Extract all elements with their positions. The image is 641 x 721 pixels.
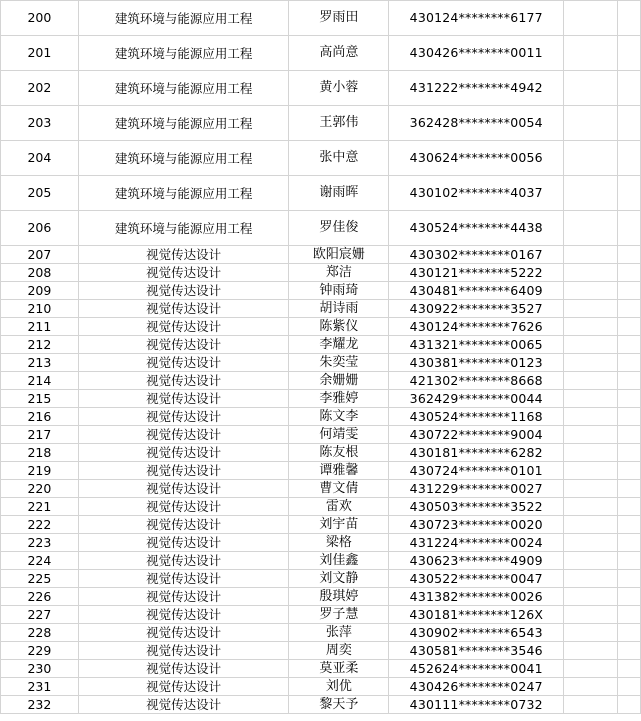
major-cell[interactable]: 视觉传达设计 [78, 696, 289, 714]
empty-cell[interactable] [564, 264, 618, 282]
name-cell[interactable]: 陈紫仪 [289, 318, 389, 336]
major-cell[interactable]: 视觉传达设计 [78, 516, 289, 534]
name-cell[interactable]: 张中意 [289, 141, 389, 176]
table-row [1, 642, 641, 660]
row-number-cell[interactable]: 232 [1, 696, 79, 714]
empty-cell[interactable] [564, 678, 618, 696]
major-cell[interactable]: 建筑环境与能源应用工程 [78, 106, 289, 141]
name-cell[interactable]: 余姗姗 [289, 372, 389, 390]
row-number-cell[interactable]: 219 [1, 462, 79, 480]
id-number-cell[interactable]: 430724********0101 [389, 462, 564, 480]
major-cell[interactable]: 视觉传达设计 [78, 372, 289, 390]
empty-cell[interactable] [564, 36, 618, 71]
major-cell[interactable]: 视觉传达设计 [78, 300, 289, 318]
name-cell[interactable]: 张萍 [289, 624, 389, 642]
major-cell[interactable]: 视觉传达设计 [78, 462, 289, 480]
row-number-cell[interactable]: 200 [1, 1, 79, 36]
row-number-cell[interactable]: 209 [1, 282, 79, 300]
empty-cell[interactable] [564, 372, 618, 390]
row-number-cell[interactable]: 217 [1, 426, 79, 444]
empty-cell[interactable] [618, 264, 641, 282]
row-number-cell[interactable]: 205 [1, 176, 79, 211]
row-number-cell[interactable]: 218 [1, 444, 79, 462]
major-cell[interactable]: 视觉传达设计 [78, 678, 289, 696]
empty-cell[interactable] [618, 444, 641, 462]
table-row [1, 660, 641, 678]
major-cell[interactable]: 视觉传达设计 [78, 246, 289, 264]
empty-cell[interactable] [564, 444, 618, 462]
empty-cell[interactable] [618, 642, 641, 660]
empty-cell[interactable] [564, 516, 618, 534]
table-row [1, 678, 641, 696]
name-cell[interactable]: 钟雨琦 [289, 282, 389, 300]
empty-cell[interactable] [618, 624, 641, 642]
empty-cell[interactable] [618, 71, 641, 106]
empty-cell[interactable] [618, 696, 641, 714]
table-row [1, 624, 641, 642]
major-cell[interactable]: 视觉传达设计 [78, 354, 289, 372]
table-row [1, 516, 641, 534]
row-number-cell[interactable]: 202 [1, 71, 79, 106]
name-cell[interactable]: 刘文静 [289, 570, 389, 588]
empty-cell[interactable] [618, 390, 641, 408]
row-number-cell[interactable]: 222 [1, 516, 79, 534]
table-row [1, 588, 641, 606]
major-cell[interactable]: 视觉传达设计 [78, 264, 289, 282]
name-cell[interactable]: 何靖雯 [289, 426, 389, 444]
id-number-cell[interactable]: 431224********0024 [389, 534, 564, 552]
table-row [1, 211, 641, 246]
row-number-cell[interactable]: 220 [1, 480, 79, 498]
major-cell[interactable]: 建筑环境与能源应用工程 [78, 71, 289, 106]
id-number-cell[interactable]: 431222********4942 [389, 71, 564, 106]
id-number-cell[interactable]: 362428********0054 [389, 106, 564, 141]
name-cell[interactable]: 王郭伟 [289, 106, 389, 141]
table-row [1, 318, 641, 336]
empty-cell[interactable] [618, 282, 641, 300]
empty-cell[interactable] [564, 211, 618, 246]
name-cell[interactable]: 罗雨田 [289, 1, 389, 36]
id-number-cell[interactable]: 430302********0167 [389, 246, 564, 264]
row-number-cell[interactable]: 203 [1, 106, 79, 141]
table-row [1, 71, 641, 106]
empty-cell[interactable] [564, 696, 618, 714]
table-row [1, 176, 641, 211]
table-row [1, 336, 641, 354]
major-cell[interactable]: 建筑环境与能源应用工程 [78, 211, 289, 246]
empty-cell[interactable] [618, 516, 641, 534]
empty-cell[interactable] [618, 678, 641, 696]
id-number-cell[interactable]: 430121********5222 [389, 264, 564, 282]
empty-cell[interactable] [618, 408, 641, 426]
empty-cell[interactable] [564, 462, 618, 480]
table-row [1, 570, 641, 588]
name-cell[interactable]: 陈文李 [289, 408, 389, 426]
id-number-cell[interactable]: 430381********0123 [389, 354, 564, 372]
row-number-cell[interactable]: 216 [1, 408, 79, 426]
empty-cell[interactable] [564, 480, 618, 498]
empty-cell[interactable] [564, 354, 618, 372]
table-row [1, 696, 641, 714]
empty-cell[interactable] [618, 354, 641, 372]
major-cell[interactable]: 视觉传达设计 [78, 570, 289, 588]
row-number-cell[interactable]: 226 [1, 588, 79, 606]
id-number-cell[interactable]: 430524********4438 [389, 211, 564, 246]
name-cell[interactable]: 陈友根 [289, 444, 389, 462]
row-number-cell[interactable]: 204 [1, 141, 79, 176]
empty-cell[interactable] [618, 141, 641, 176]
table-row [1, 141, 641, 176]
row-number-cell[interactable]: 206 [1, 211, 79, 246]
name-cell[interactable]: 刘佳鑫 [289, 552, 389, 570]
row-number-cell[interactable]: 231 [1, 678, 79, 696]
table-row [1, 246, 641, 264]
table-body [1, 0, 641, 714]
empty-cell[interactable] [564, 390, 618, 408]
name-cell[interactable]: 罗佳俊 [289, 211, 389, 246]
id-number-cell[interactable]: 421302********8668 [389, 372, 564, 390]
empty-cell[interactable] [618, 300, 641, 318]
row-number-cell[interactable]: 212 [1, 336, 79, 354]
row-number-cell[interactable]: 223 [1, 534, 79, 552]
id-number-cell[interactable]: 430481********6409 [389, 282, 564, 300]
major-cell[interactable]: 视觉传达设计 [78, 408, 289, 426]
id-number-cell[interactable]: 431321********0065 [389, 336, 564, 354]
row-number-cell[interactable]: 210 [1, 300, 79, 318]
major-cell[interactable]: 视觉传达设计 [78, 588, 289, 606]
major-cell[interactable]: 视觉传达设计 [78, 480, 289, 498]
row-number-cell[interactable]: 213 [1, 354, 79, 372]
name-cell[interactable]: 刘宇苗 [289, 516, 389, 534]
row-number-cell[interactable]: 211 [1, 318, 79, 336]
major-cell[interactable]: 视觉传达设计 [78, 282, 289, 300]
major-cell[interactable]: 视觉传达设计 [78, 426, 289, 444]
empty-cell[interactable] [618, 36, 641, 71]
row-number-cell[interactable]: 228 [1, 624, 79, 642]
empty-cell[interactable] [564, 498, 618, 516]
empty-cell[interactable] [564, 570, 618, 588]
empty-cell[interactable] [564, 141, 618, 176]
major-cell[interactable]: 视觉传达设计 [78, 642, 289, 660]
empty-cell[interactable] [618, 246, 641, 264]
empty-cell[interactable] [564, 642, 618, 660]
empty-cell[interactable] [564, 246, 618, 264]
major-cell[interactable]: 视觉传达设计 [78, 624, 289, 642]
empty-cell[interactable] [564, 318, 618, 336]
table-row [1, 444, 641, 462]
row-number-cell[interactable]: 227 [1, 606, 79, 624]
empty-cell[interactable] [618, 660, 641, 678]
id-number-cell[interactable]: 431382********0026 [389, 588, 564, 606]
empty-cell[interactable] [618, 588, 641, 606]
table-row [1, 354, 641, 372]
id-number-cell[interactable]: 431229********0027 [389, 480, 564, 498]
id-number-cell[interactable]: 430102********4037 [389, 176, 564, 211]
id-number-cell[interactable]: 430902********6543 [389, 624, 564, 642]
empty-cell[interactable] [618, 1, 641, 36]
name-cell[interactable]: 李雅婷 [289, 390, 389, 408]
table-row [1, 552, 641, 570]
name-cell[interactable]: 胡诗雨 [289, 300, 389, 318]
empty-cell[interactable] [618, 570, 641, 588]
name-cell[interactable]: 梁格 [289, 534, 389, 552]
table-row [1, 606, 641, 624]
id-number-cell[interactable]: 430181********6282 [389, 444, 564, 462]
empty-cell[interactable] [618, 106, 641, 141]
id-number-cell[interactable]: 430124********7626 [389, 318, 564, 336]
major-cell[interactable]: 视觉传达设计 [78, 534, 289, 552]
table-row [1, 106, 641, 141]
empty-cell[interactable] [564, 426, 618, 444]
empty-cell[interactable] [564, 552, 618, 570]
major-cell[interactable]: 视觉传达设计 [78, 390, 289, 408]
empty-cell[interactable] [618, 176, 641, 211]
empty-cell[interactable] [564, 534, 618, 552]
name-cell[interactable]: 曹文倩 [289, 480, 389, 498]
table-row [1, 300, 641, 318]
empty-cell[interactable] [564, 282, 618, 300]
id-number-cell[interactable]: 430581********3546 [389, 642, 564, 660]
name-cell[interactable]: 周奕 [289, 642, 389, 660]
table-row [1, 534, 641, 552]
id-number-cell[interactable]: 430522********0047 [389, 570, 564, 588]
empty-cell[interactable] [564, 624, 618, 642]
empty-cell[interactable] [618, 498, 641, 516]
major-cell[interactable]: 视觉传达设计 [78, 606, 289, 624]
name-cell[interactable]: 谢雨晖 [289, 176, 389, 211]
row-number-cell[interactable]: 230 [1, 660, 79, 678]
empty-cell[interactable] [564, 588, 618, 606]
empty-cell[interactable] [618, 372, 641, 390]
row-number-cell[interactable]: 214 [1, 372, 79, 390]
id-number-cell[interactable]: 430623********4909 [389, 552, 564, 570]
empty-cell[interactable] [618, 462, 641, 480]
empty-cell[interactable] [618, 318, 641, 336]
row-number-cell[interactable]: 221 [1, 498, 79, 516]
major-cell[interactable]: 视觉传达设计 [78, 336, 289, 354]
id-number-cell[interactable]: 430124********6177 [389, 1, 564, 36]
id-number-cell[interactable]: 452624********0041 [389, 660, 564, 678]
table-row [1, 408, 641, 426]
empty-cell[interactable] [564, 1, 618, 36]
empty-cell[interactable] [618, 426, 641, 444]
id-number-cell[interactable]: 430524********1168 [389, 408, 564, 426]
row-number-cell[interactable]: 207 [1, 246, 79, 264]
id-number-cell[interactable]: 430111********0732 [389, 696, 564, 714]
row-number-cell[interactable]: 224 [1, 552, 79, 570]
row-number-cell[interactable]: 215 [1, 390, 79, 408]
name-cell[interactable]: 刘优 [289, 678, 389, 696]
table-row [1, 390, 641, 408]
table-row [1, 1, 641, 36]
empty-cell[interactable] [564, 176, 618, 211]
empty-cell[interactable] [564, 606, 618, 624]
empty-cell[interactable] [618, 606, 641, 624]
name-cell[interactable]: 朱奕莹 [289, 354, 389, 372]
id-number-cell[interactable]: 430723********0020 [389, 516, 564, 534]
id-number-cell[interactable]: 362429********0044 [389, 390, 564, 408]
empty-cell[interactable] [618, 534, 641, 552]
name-cell[interactable]: 李耀龙 [289, 336, 389, 354]
empty-cell[interactable] [564, 660, 618, 678]
name-cell[interactable]: 黎天予 [289, 696, 389, 714]
name-cell[interactable]: 殷琪婷 [289, 588, 389, 606]
row-number-cell[interactable]: 208 [1, 264, 79, 282]
id-number-cell[interactable]: 430426********0247 [389, 678, 564, 696]
major-cell[interactable]: 建筑环境与能源应用工程 [78, 36, 289, 71]
table-row [1, 282, 641, 300]
empty-cell[interactable] [618, 480, 641, 498]
name-cell[interactable]: 欧阳宸姗 [289, 246, 389, 264]
id-number-cell[interactable]: 430181********126X [389, 606, 564, 624]
name-cell[interactable]: 罗子慧 [289, 606, 389, 624]
major-cell[interactable]: 视觉传达设计 [78, 660, 289, 678]
name-cell[interactable]: 莫亚柔 [289, 660, 389, 678]
table-row [1, 36, 641, 71]
major-cell[interactable]: 建筑环境与能源应用工程 [78, 176, 289, 211]
major-cell[interactable]: 视觉传达设计 [78, 444, 289, 462]
table-row [1, 480, 641, 498]
name-cell[interactable]: 雷欢 [289, 498, 389, 516]
name-cell[interactable]: 谭雅馨 [289, 462, 389, 480]
row-number-cell[interactable]: 229 [1, 642, 79, 660]
empty-cell[interactable] [618, 211, 641, 246]
major-cell[interactable]: 建筑环境与能源应用工程 [78, 1, 289, 36]
empty-cell[interactable] [564, 300, 618, 318]
empty-cell[interactable] [564, 408, 618, 426]
table-row [1, 498, 641, 516]
major-cell[interactable]: 视觉传达设计 [78, 318, 289, 336]
row-number-cell[interactable]: 225 [1, 570, 79, 588]
empty-cell[interactable] [618, 336, 641, 354]
table-row [1, 426, 641, 444]
name-cell[interactable]: 高尚意 [289, 36, 389, 71]
empty-cell[interactable] [564, 71, 618, 106]
id-number-cell[interactable]: 430922********3527 [389, 300, 564, 318]
major-cell[interactable]: 视觉传达设计 [78, 552, 289, 570]
id-number-cell[interactable]: 430624********0056 [389, 141, 564, 176]
major-cell[interactable]: 建筑环境与能源应用工程 [78, 141, 289, 176]
major-cell[interactable]: 视觉传达设计 [78, 498, 289, 516]
empty-cell[interactable] [564, 106, 618, 141]
id-number-cell[interactable]: 430722********9004 [389, 426, 564, 444]
table-row [1, 372, 641, 390]
table-row [1, 462, 641, 480]
empty-cell[interactable] [618, 552, 641, 570]
name-cell[interactable]: 黄小蓉 [289, 71, 389, 106]
name-cell[interactable]: 郑洁 [289, 264, 389, 282]
empty-cell[interactable] [564, 336, 618, 354]
id-number-cell[interactable]: 430426********0011 [389, 36, 564, 71]
id-number-cell[interactable]: 430503********3522 [389, 498, 564, 516]
table-row [1, 264, 641, 282]
row-number-cell[interactable]: 201 [1, 36, 79, 71]
